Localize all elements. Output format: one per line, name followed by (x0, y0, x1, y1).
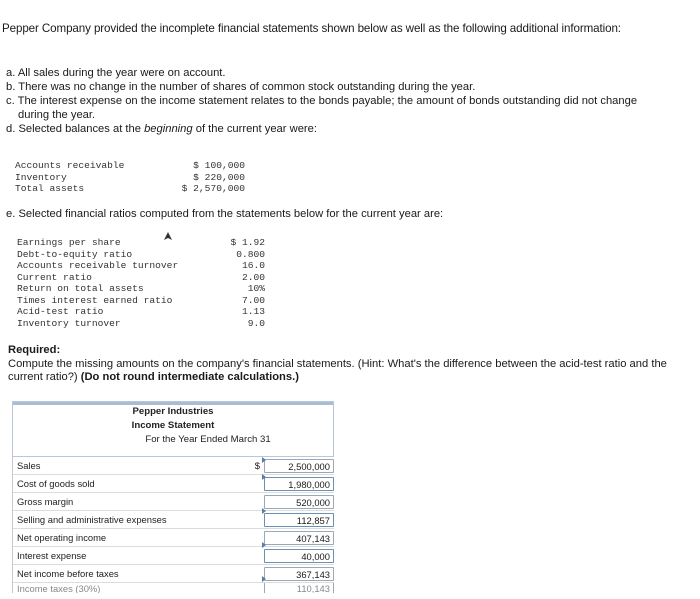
ratio-value: 9.0 (247, 317, 265, 329)
table-row (13, 547, 334, 565)
ratio-row (17, 237, 265, 249)
required-text (8, 358, 700, 372)
ratio-row (17, 283, 265, 295)
amount-input[interactable]: 40,000 (264, 549, 334, 563)
row-label: Net operating income (17, 532, 107, 543)
balance-value: $ 2,570,000 (181, 183, 245, 194)
ratio-label: Current ratio (17, 271, 92, 283)
balance-label: Inventory (15, 171, 67, 183)
beginning-balances (15, 160, 245, 195)
statement-period: For the Year Ended March 31 (145, 434, 271, 445)
balance-value: $ 220,000 (193, 171, 245, 183)
ratio-value: 10% (247, 283, 265, 294)
ratio-row (17, 318, 265, 330)
info-list (6, 66, 696, 136)
ratio-value: 0.800 (236, 248, 265, 260)
required-heading: Required: (8, 344, 61, 356)
ratio-value: 2.00 (241, 271, 265, 283)
item-c: c. The interest expense on the income statement relates to the bonds payable; the amount of bonds outstanding did not change (6, 95, 638, 107)
statement-header (12, 401, 334, 457)
balance-row (15, 172, 245, 184)
row-label: Net income before taxes (17, 568, 119, 579)
financial-ratios (17, 237, 265, 329)
statement-title: Income Statement (131, 420, 215, 431)
ratio-row (17, 272, 265, 284)
item-e: e. Selected financial ratios computed from the statements below for the current year are: (6, 208, 444, 220)
item-a: a. All sales during the year were on account. (6, 67, 226, 79)
ratio-row (17, 249, 265, 261)
table-row (13, 529, 334, 547)
ratio-label: Times interest earned ratio (17, 294, 173, 306)
item-c-cont: during the year. (18, 109, 96, 121)
balance-row (15, 183, 245, 195)
company-name: Pepper Industries (132, 406, 214, 417)
row-label: Income taxes (30%) (17, 583, 101, 593)
amount-input[interactable]: 367,143 (264, 567, 334, 581)
required-text-line2: current ratio?) (8, 371, 81, 383)
balance-label: Total assets (15, 183, 85, 194)
ratio-value: $ 1.92 (230, 237, 265, 248)
row-marker-icon (262, 542, 266, 548)
ratio-label: Earnings per share (17, 237, 121, 248)
row-marker-icon (262, 576, 266, 582)
row-label: Interest expense (17, 550, 87, 561)
ratio-row (17, 295, 265, 307)
item-d-prefix: d. Selected balances at the (6, 123, 145, 135)
required-text-line1: Compute the missing amounts on the company's financial statements. (Hint: What's the difference between the acid-test ratio and the (8, 357, 667, 370)
amount-input[interactable]: 1,980,000 (264, 477, 334, 491)
required-note: (Do not round intermediate calculations.) (80, 371, 299, 383)
table-row (13, 475, 334, 493)
amount-input[interactable]: 2,500,000 (264, 459, 334, 473)
currency-sign: $ (254, 460, 260, 471)
required-text-cont (8, 371, 700, 385)
balance-label: Accounts receivable (15, 160, 125, 171)
ratio-label: Accounts receivable turnover (17, 260, 179, 271)
table-row (13, 457, 334, 475)
ratio-label: Debt-to-equity ratio (17, 248, 133, 260)
ratio-label: Return on total assets (17, 283, 144, 294)
item-b: b. There was no change in the number of shares of common stock outstanding during the year. (6, 81, 476, 93)
ratio-label: Acid-test ratio (17, 306, 104, 317)
balance-value: $ 100,000 (193, 160, 245, 171)
item-d-emphasis: beginning (144, 123, 193, 135)
ratio-value: 1.13 (241, 306, 265, 317)
table-row (13, 493, 334, 511)
table-row (13, 565, 334, 583)
balance-row (15, 160, 245, 172)
item-d (6, 122, 696, 136)
amount-input[interactable]: 110,143 (264, 583, 334, 593)
table-row (13, 583, 334, 593)
intro-text: Pepper Company provided the incomplete financial statements shown below as well as the following additional information: (2, 22, 621, 35)
amount-input[interactable]: 112,857 (264, 513, 334, 527)
statement-rows (12, 457, 334, 593)
amount-input[interactable]: 520,000 (264, 495, 334, 509)
ratio-row (17, 306, 265, 318)
row-label: Sales (17, 460, 41, 471)
row-marker-icon (262, 474, 266, 480)
row-label: Cost of goods sold (17, 478, 95, 489)
row-marker-icon (262, 508, 266, 514)
income-statement (12, 401, 334, 599)
amount-input[interactable]: 407,143 (264, 531, 334, 545)
ratio-value: 7.00 (241, 294, 265, 306)
required-section (8, 344, 700, 385)
table-row (13, 511, 334, 529)
row-label: Gross margin (17, 496, 74, 507)
ratio-label: Inventory turnover (17, 317, 121, 329)
ratio-row (17, 260, 265, 272)
row-marker-icon (262, 457, 266, 463)
ratio-value: 16.0 (241, 260, 265, 271)
row-label: Selling and administrative expenses (17, 514, 167, 525)
item-d-suffix: of the current year were: (192, 123, 317, 135)
